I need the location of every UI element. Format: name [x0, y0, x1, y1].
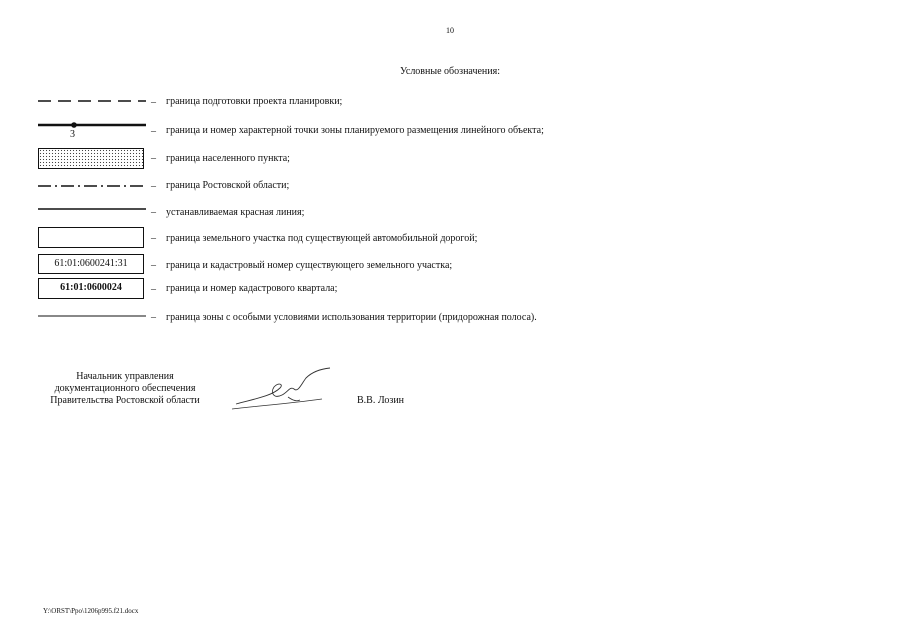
legend-text: граница земельного участка под существующей автомобильной дорогой;: [166, 233, 478, 244]
legend-dash: –: [151, 260, 156, 271]
legend-row-cadastral-quarter: [36, 278, 836, 298]
position-line: документационного обеспечения: [54, 383, 196, 394]
legend-text: граница населенного пункта;: [166, 153, 290, 164]
handwritten-signature: [226, 366, 338, 414]
cadastral-number-box: 61:01:0600241:31: [38, 254, 144, 274]
legend-dash: –: [151, 284, 156, 295]
solid-line-icon: [36, 202, 148, 222]
signatory-name: В.В. Лозин: [357, 395, 405, 406]
legend-dash: –: [151, 233, 156, 244]
legend-text: граница зоны с особыми условиями использования территории (придорожная полоса).: [166, 312, 537, 323]
empty-rectangle-icon: [38, 227, 144, 248]
file-path-footer: Y:\ORST\Ppo\1206p995.f21.docx: [43, 607, 139, 615]
dotted-rectangle-icon: [38, 148, 144, 169]
legend-row-settlement-boundary: [36, 148, 836, 168]
legend-row-region-boundary: [36, 177, 836, 197]
legend-dash: –: [151, 181, 156, 192]
signatory-position: [40, 371, 210, 407]
legend-text: граница и кадастровый номер существующего земельного участка;: [166, 260, 453, 271]
thick-line-with-point-icon: [36, 120, 148, 140]
page-number: 10: [446, 26, 454, 35]
legend-row-red-line: [36, 202, 836, 222]
legend-dash: –: [151, 153, 156, 164]
legend-row-land-parcel: [36, 254, 836, 274]
legend-row-roadside-zone: [36, 308, 836, 328]
legend-text: граница и номер кадастрового квартала;: [166, 283, 338, 294]
legend-dash: –: [151, 126, 156, 137]
legend-row-characteristic-point: [36, 120, 836, 140]
legend-dash: –: [151, 97, 156, 108]
legend-dash: –: [151, 207, 156, 218]
legend-text: граница подготовки проекта планировки;: [166, 96, 343, 107]
dash-dot-line-icon: [36, 177, 148, 197]
legend-row-planning-boundary: [36, 93, 836, 113]
thin-line-icon: [36, 308, 148, 328]
legend-title: Условные обозначения:: [400, 66, 501, 77]
legend-text: граница Ростовской области;: [166, 180, 290, 191]
long-dash-line-icon: [36, 93, 148, 113]
legend-dash: –: [151, 312, 156, 323]
position-line: Начальник управления: [76, 371, 174, 382]
cadastral-quarter-box: 61:01:0600024: [38, 278, 144, 299]
point-number-label: 3: [70, 129, 75, 140]
legend-text: граница и номер характерной точки зоны планируемого размещения линейного объекта;: [166, 125, 544, 136]
legend-text: устанавливаемая красная линия;: [166, 207, 305, 218]
position-line: Правительства Ростовской области: [50, 395, 200, 406]
legend-row-road-parcel: [36, 227, 836, 247]
